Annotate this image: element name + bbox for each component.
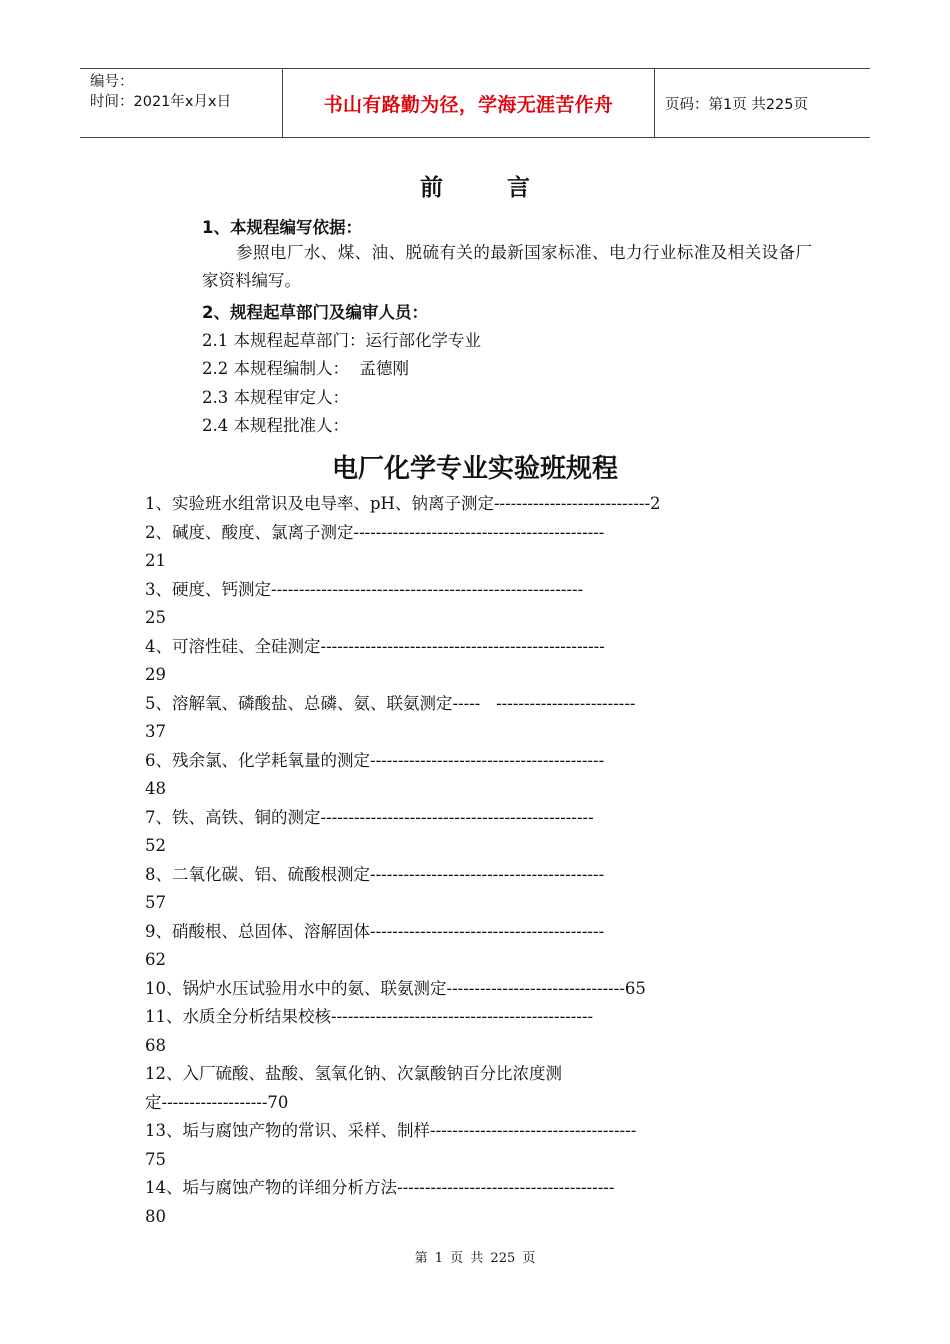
toc-line: 75 xyxy=(145,1149,166,1169)
preface-item: 2.3 本规程审定人： xyxy=(202,388,349,407)
toc-line: 37 xyxy=(145,722,166,741)
header-meta-cell xyxy=(80,69,282,137)
toc-line: 29 xyxy=(145,665,166,684)
toc-line: 25 xyxy=(145,608,166,627)
header-page-info: 页码：第1页 共225页 xyxy=(665,96,809,113)
page-footer: 第 1 页 共 225 页 xyxy=(414,1251,536,1266)
section1-heading: 1、本规程编写依据： xyxy=(202,218,362,237)
preface-item: 2.4 本规程批准人： xyxy=(202,416,349,435)
section2-heading: 2、规程起草部门及编审人员： xyxy=(202,303,428,322)
document-title: 电厂化学专业实验班规程 xyxy=(331,454,618,484)
toc-line: 52 xyxy=(145,836,166,855)
header-motto-cell xyxy=(282,69,655,137)
document-number-label: 编号： xyxy=(90,74,134,90)
toc-line: 9、硝酸根、总固体、溶解固体------------------------------------------ xyxy=(145,921,605,941)
toc-line: 10、锅炉水压试验用水中的氨、联氨测定--------------------------------65 xyxy=(145,978,646,998)
toc-line: 5、溶解氧、磷酸盐、总磷、氨、联氨测定----- ------------------------- xyxy=(145,693,636,713)
preface-title: 前 言 xyxy=(419,175,558,201)
toc-line: 3、硬度、钙测定-------------------------------------------------------- xyxy=(145,579,584,599)
header-page-cell xyxy=(655,69,870,137)
toc-line: 2、碱度、酸度、氯离子测定--------------------------------------------- xyxy=(145,522,605,542)
toc-line: 80 xyxy=(145,1206,166,1226)
table-of-contents xyxy=(145,490,815,1231)
preface-item: 2.1 本规程起草部门：运行部化学专业 xyxy=(202,331,481,350)
toc-line: 21 xyxy=(145,551,166,570)
section1-paragraph: 参照电厂水、煤、油、脱硫有关的最新国家标准、电力行业标准及相关设备厂家资料编写。 xyxy=(202,243,812,290)
toc-line: 6、残余氯、化学耗氧量的测定------------------------------------------ xyxy=(145,750,605,770)
document-header xyxy=(80,68,870,138)
toc-line: 14、垢与腐蚀产物的详细分析方法--------------------------------------- xyxy=(145,1178,615,1197)
toc-line: 8、二氧化碳、铝、硫酸根测定------------------------------------------ xyxy=(145,864,605,884)
preface-item: 2.2 本规程编制人： 孟德刚 xyxy=(202,359,409,378)
toc-line: 1、实验班水组常识及电导率、pH、钠离子测定----------------------------2 xyxy=(145,494,661,513)
toc-line: 4、可溶性硅、全硅测定--------------------------------------------------- xyxy=(145,636,605,656)
toc-line: 57 xyxy=(145,893,166,912)
toc-line: 48 xyxy=(145,779,166,798)
toc-line: 62 xyxy=(145,950,166,969)
toc-line: 68 xyxy=(145,1035,166,1055)
document-date: 时间：2021年x月x日 xyxy=(90,94,232,110)
toc-line: 11、水质全分析结果校核----------------------------------------------- xyxy=(145,1007,594,1026)
toc-line: 7、铁、高铁、铜的测定------------------------------------------------- xyxy=(145,807,594,827)
toc-line: 13、垢与腐蚀产物的常识、采样、制样------------------------------------- xyxy=(145,1121,637,1140)
toc-line: 12、入厂硫酸、盐酸、氢氧化钠、次氯酸钠百分比浓度测 xyxy=(145,1064,562,1083)
toc-line: 定-------------------70 xyxy=(145,1092,289,1112)
header-motto: 书山有路勤为径，学海无涯苦作舟 xyxy=(323,93,614,116)
